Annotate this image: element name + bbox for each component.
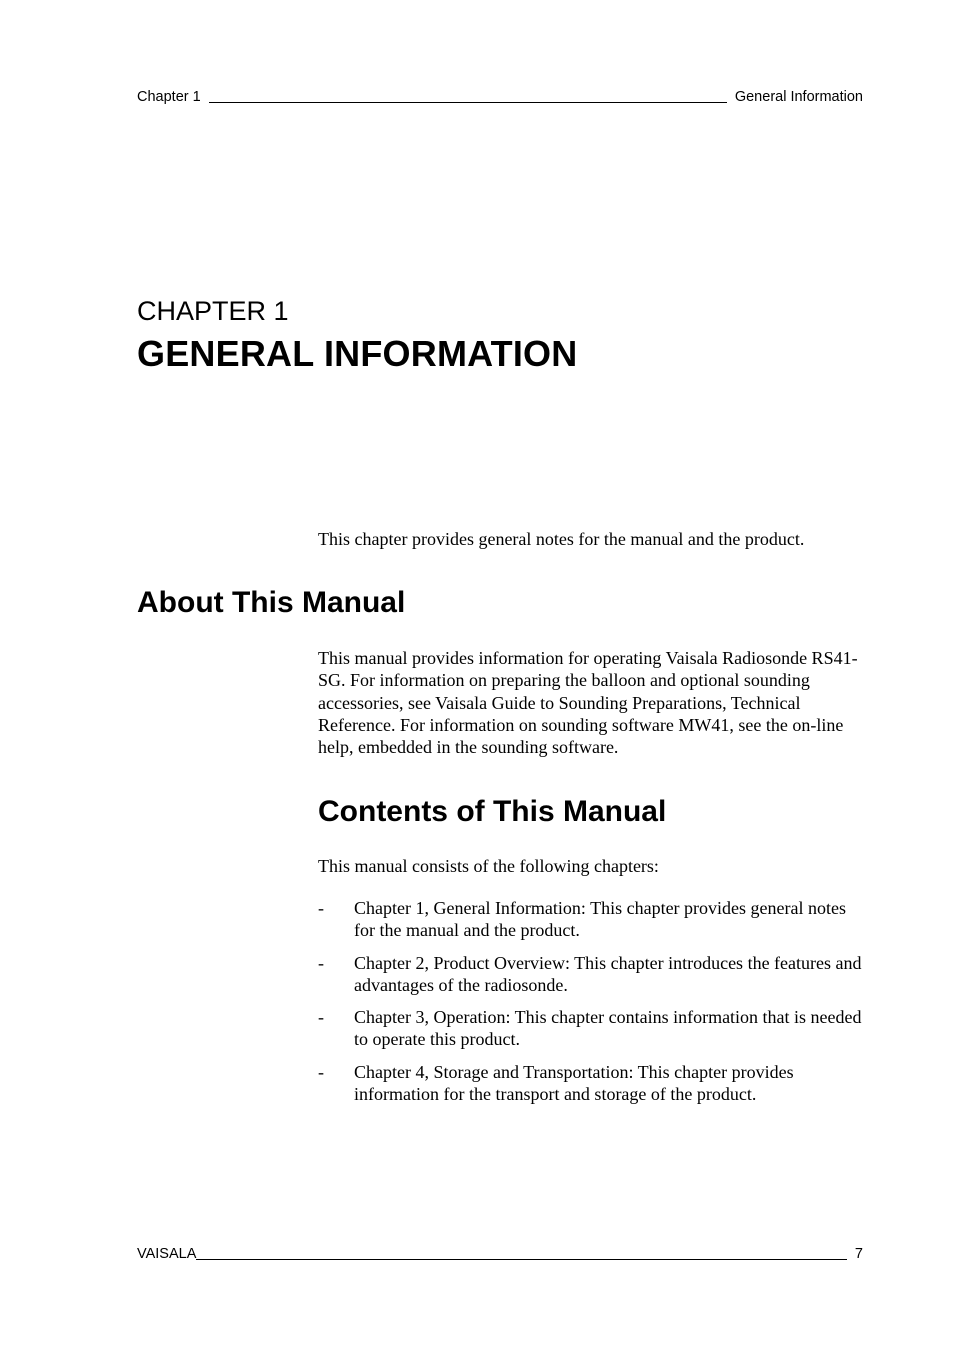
header-rule <box>209 101 727 103</box>
list-item <box>318 1061 863 1106</box>
header-section-title: General Information <box>734 89 863 105</box>
chapter-intro: This chapter provides general notes for the manual and the product. <box>318 529 805 549</box>
running-footer <box>137 1243 863 1263</box>
about-heading: About This Manual <box>137 586 406 619</box>
list-item <box>318 952 863 997</box>
list-bullet: - <box>318 898 324 918</box>
contents-heading: Contents of This Manual <box>318 795 667 828</box>
chapter-list <box>318 897 863 1115</box>
header-chapter-label: Chapter 1 <box>137 89 201 105</box>
footer-rule <box>196 1258 847 1260</box>
footer-company: VAISALA <box>137 1246 197 1262</box>
list-item-text: Chapter 4, Storage and Transportation: This chapter provides information for the transport and storage of the product. <box>354 1061 794 1105</box>
list-item-text: Chapter 3, Operation: This chapter contains information that is needed to operate this product. <box>354 1007 862 1050</box>
contents-intro: This manual consists of the following chapters: <box>318 856 659 876</box>
chapter-title: GENERAL INFORMATION <box>137 333 578 374</box>
list-bullet: - <box>318 952 324 973</box>
list-bullet: - <box>318 1061 324 1082</box>
about-text: This manual provides information for operating Vaisala Radiosonde RS41-SG. For information on preparing the balloon and optional sounding accessories, see Vaisala Guide to Sounding Preparations, Technical Reference. For information on sounding software MW41, see the on-line help, embedded in the sounding software. <box>318 648 858 758</box>
chapter-label: CHAPTER 1 <box>137 296 289 326</box>
running-header <box>137 86 863 106</box>
list-item-text: Chapter 2, Product Overview: This chapter introduces the features and advantages of the radiosonde. <box>354 952 862 995</box>
list-item-text: Chapter 1, General Information: This chapter provides general notes for the manual and the product. <box>354 898 847 941</box>
list-item <box>318 897 863 942</box>
page-number: 7 <box>854 1246 863 1262</box>
list-item <box>318 1006 863 1051</box>
list-bullet: - <box>318 1007 324 1028</box>
